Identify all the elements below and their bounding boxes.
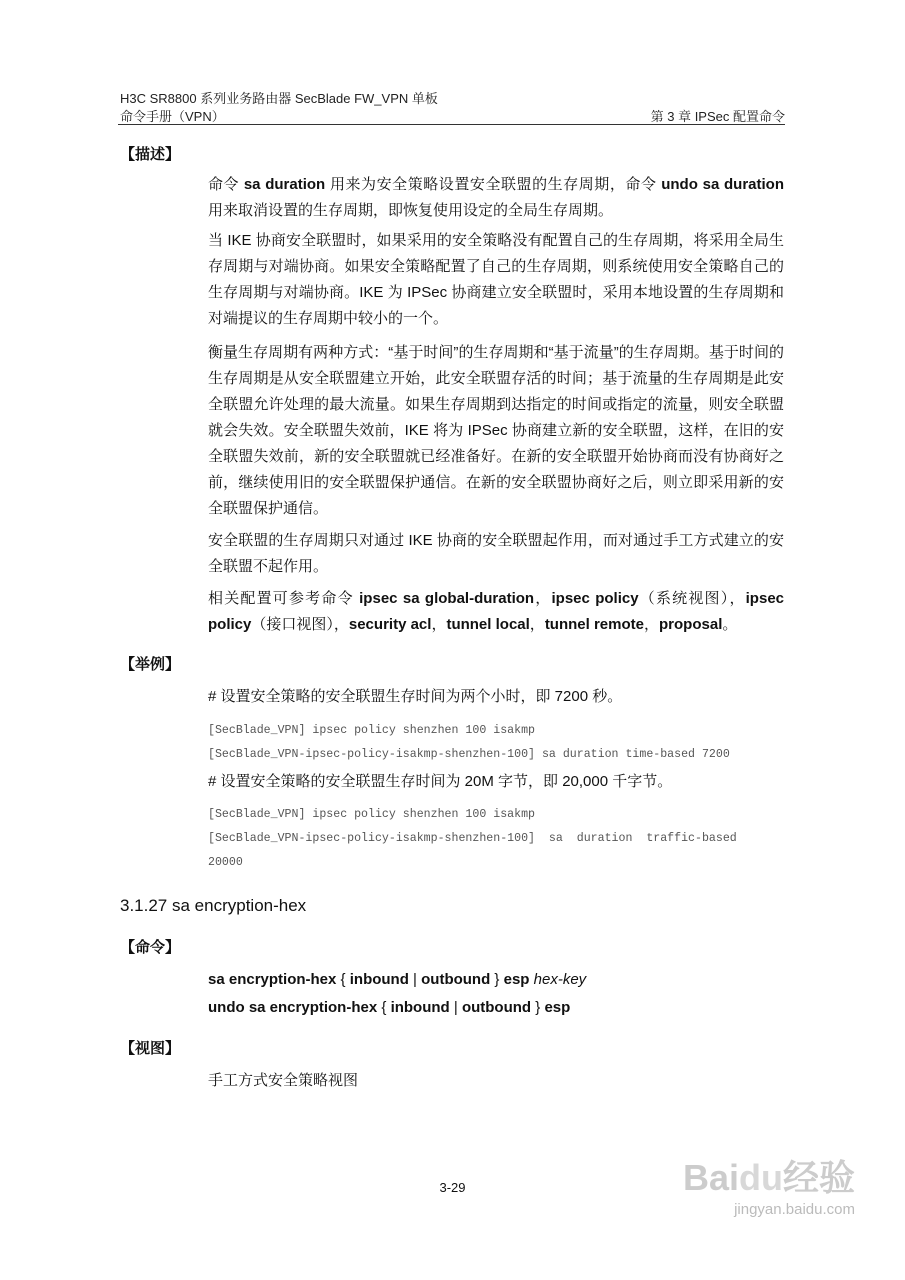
bold-keyword: inbound [349, 971, 409, 988]
text-run: 衡量生存周期有两种方式：“基于时间”的生存周期和“基于流量”的生存周期。基于时间的生存周期是从安全联盟建立开始，此安全联盟存活的时间；基于流量的生存周期是此安全联盟允许处理的最大流量。如果生存周期到达指定的时间或指定的流量，则安全联盟就会失效。安全联盟失效前，IKE 将为 IPSec 协商建立新的安全联盟，这样，在旧的安全联盟失效前，新的安全联盟就已经准备好。在新的安全联盟开始协商而没有协商好之前，继续使用旧的安全联盟保护通信。在新的安全联盟协商好之后，则立即采用新的安全联盟保护通信。 [208, 344, 784, 517]
text-run: ， [529, 616, 545, 633]
bold-keyword: undo sa encryption-hex [208, 999, 378, 1016]
header-chapter: 第 3 章 IPSec 配置命令 [650, 109, 785, 124]
bold-keyword: outbound [461, 999, 532, 1016]
bold-keyword: inbound [390, 999, 450, 1016]
bold-keyword: sa encryption-hex [208, 971, 337, 988]
page-number: 3-29 [439, 1180, 466, 1195]
text-run: （接口视图）， [251, 616, 349, 633]
text-run: 命令 [208, 176, 244, 193]
example-2-code: [SecBlade_VPN] ipsec policy shenzhen 100 isakmp [SecBlade_VPN-ipsec-policy-isakmp-shenzhen-100] sa duration traffic-based 20000 [208, 808, 737, 869]
text-run: | [449, 999, 462, 1016]
example-1-title: # 设置安全策略的安全联盟生存时间为两个小时，即 7200 秒。 [208, 688, 623, 705]
text-run: hex-key [533, 971, 587, 988]
desc-para-4 [208, 528, 784, 580]
text-run: ， [534, 590, 552, 607]
text-run: ， [644, 616, 660, 633]
bold-keyword: sa duration [243, 176, 326, 193]
text-run: ， [431, 616, 447, 633]
bold-keyword: outbound [421, 971, 491, 988]
text-run: 相关配置可参考命令 [208, 590, 360, 607]
bold-keyword: proposal [659, 616, 723, 633]
header-rule [118, 124, 785, 125]
bold-keyword: tunnel local [446, 616, 530, 633]
view-text: 手工方式安全策略视图 [208, 1072, 359, 1089]
bold-keyword: esp [503, 971, 530, 988]
bold-keyword: ipsec policy [208, 590, 784, 633]
bold-keyword: ipsec policy [551, 590, 639, 607]
text-run: 安全联盟的生存周期只对通过 IKE 协商的安全联盟起作用，而对通过手工方式建立的安全联盟不起作用。 [208, 532, 784, 575]
section-description: 【描述】 [120, 146, 181, 163]
section-example: 【举例】 [120, 656, 181, 673]
subsection-title: 3.1.27 sa encryption-hex [120, 896, 307, 915]
header-title: H3C SR8800 系列业务路由器 SecBlade FW_VPN 单板 [120, 91, 438, 106]
bold-keyword: tunnel remote [544, 616, 644, 633]
command-syntax-1 [208, 967, 784, 993]
text-run: 用来取消设置的生存周期，即恢复使用设定的全局生存周期。 [208, 202, 614, 219]
example-1-code: [SecBlade_VPN] ipsec policy shenzhen 100 isakmp [SecBlade_VPN-ipsec-policy-isakmp-shenzhen-100] sa duration time-based 7200 [208, 724, 730, 761]
bold-keyword: esp [544, 999, 571, 1016]
text-run: } [531, 999, 545, 1016]
section-command: 【命令】 [120, 939, 181, 956]
text-run: } [490, 971, 504, 988]
example-2-title: # 设置安全策略的安全联盟生存时间为 20M 字节，即 20,000 千字节。 [208, 773, 673, 790]
desc-para-3 [208, 340, 784, 522]
bold-keyword: security acl [348, 616, 432, 633]
text-run: 。 [722, 616, 738, 633]
command-syntax-2 [208, 995, 784, 1021]
text-run: { [377, 999, 391, 1016]
text-run: { [336, 971, 350, 988]
desc-para-1 [208, 172, 784, 224]
header-manual: 命令手册（VPN） [120, 109, 225, 124]
desc-para-2 [208, 228, 784, 332]
section-view: 【视图】 [120, 1040, 181, 1057]
bold-keyword: undo sa duration [661, 176, 784, 193]
desc-para-5 [208, 586, 784, 638]
baidu-watermark-logo: Baidu经验 jingyan.baidu.com [682, 1157, 855, 1218]
bold-keyword: ipsec sa global-duration [359, 590, 535, 607]
text-run: 当 IKE 协商安全联盟时，如果采用的安全策略没有配置自己的生存周期，将采用全局生存周期与对端协商。如果安全策略配置了自己的生存周期，则系统使用安全策略自己的生存周期与对端协商。IKE 为 IPSec 协商建立安全联盟时，采用本地设置的生存周期和对端提议的生存周期中较小的一个。 [208, 232, 784, 327]
text-run: 用来为安全策略设置安全联盟的生存周期，命令 [325, 176, 662, 193]
text-run: | [408, 971, 422, 988]
text-run: （系统视图）， [638, 590, 746, 607]
